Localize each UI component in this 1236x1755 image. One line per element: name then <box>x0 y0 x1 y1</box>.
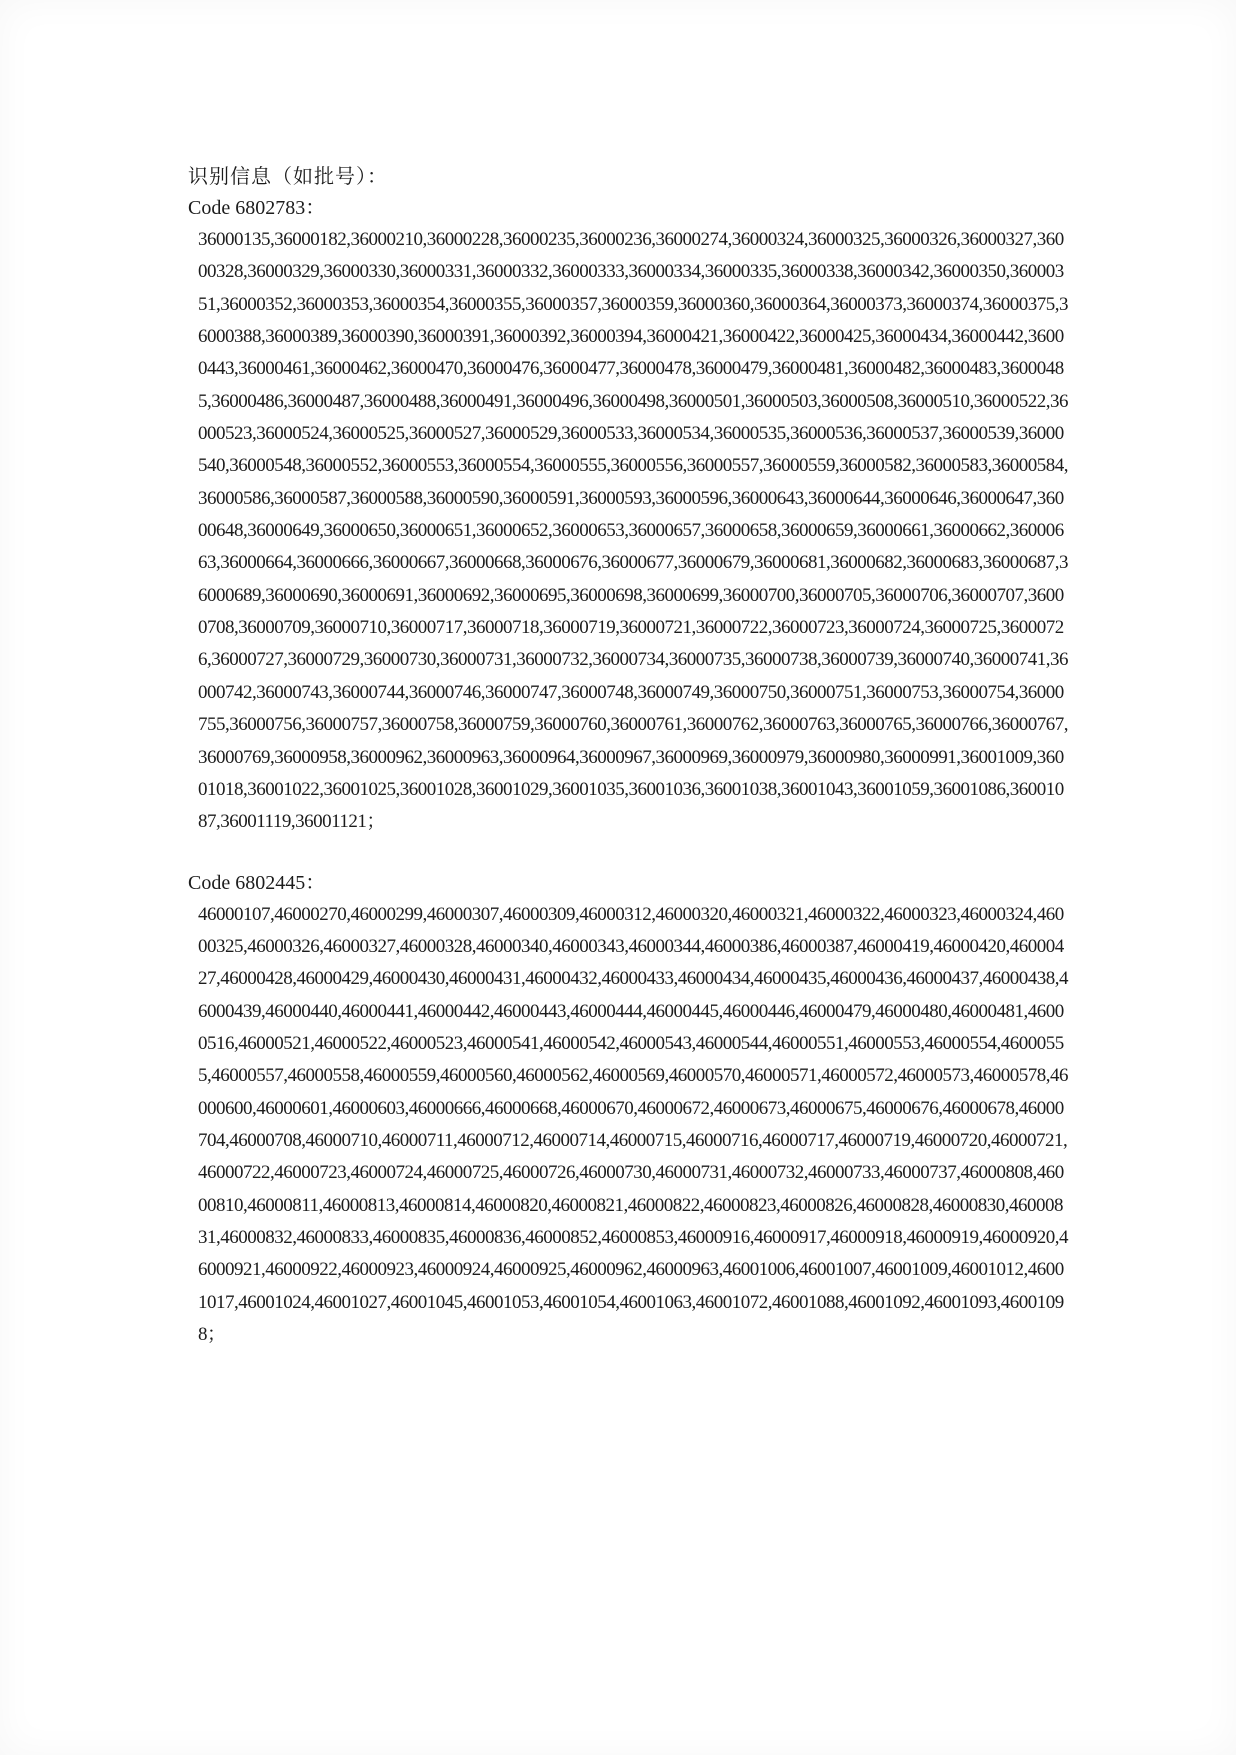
identification-heading: 识别信息（如批号）： <box>188 164 388 188</box>
batch-number-list: 46000107,46000270,46000299,46000307,46000309,46000312,46000320,46000321,46000322,46000323,46000324,46000325,46000326,46000327,46000328,46000340,46000343,46000344,46000386,46000387,46000419,46000420,46000427,46000428,46000429,46000430,46000431,46000432,46000433,46000434,46000435,46000436,46000437,46000438,46000439,46000440,46000441,46000442,46000443,46000444,46000445,46000446,46000479,46000480,46000481,46000516,46000521,46000522,46000523,46000541,46000542,46000543,46000544,46000551,46000553,46000554,46000555,46000557,46000558,46000559,46000560,46000562,46000569,46000570,46000571,46000572,46000573,46000578,46000600,46000601,46000603,46000666,46000668,46000670,46000672,46000673,46000675,46000676,46000678,46000704,46000708,46000710,46000711,46000712,46000714,46000715,46000716,46000717,46000719,46000720,46000721,46000722,46000723,46000724,46000725,46000726,46000730,46000731,46000732,46000733,46000737,46000808,46000810,46000811,46000813,46000814,46000820,46000821,46000822,46000823,46000826,46000828,46000830,46000831,46000832,46000833,46000835,46000836,46000852,46000853,46000916,46000917,46000918,46000919,46000920,46000921,46000922,46000923,46000924,46000925,46000962,46000963,46001006,46001007,46001009,46001012,46001017,46001024,46001027,46001045,46001053,46001054,46001063,46001072,46001088,46001092,46001093,46001098； <box>198 903 1068 1345</box>
section-spacer <box>188 839 1068 867</box>
code-section <box>188 867 1068 1352</box>
code-section <box>188 192 1068 839</box>
batch-number-list: 36000135,36000182,36000210,36000228,36000235,36000236,36000274,36000324,36000325,36000326,36000327,36000328,36000329,36000330,36000331,36000332,36000333,36000334,36000335,36000338,36000342,36000350,36000351,36000352,36000353,36000354,36000355,36000357,36000359,36000360,36000364,36000373,36000374,36000375,36000388,36000389,36000390,36000391,36000392,36000394,36000421,36000422,36000425,36000434,36000442,36000443,36000461,36000462,36000470,36000476,36000477,36000478,36000479,36000481,36000482,36000483,36000485,36000486,36000487,36000488,36000491,36000496,36000498,36000501,36000503,36000508,36000510,36000522,36000523,36000524,36000525,36000527,36000529,36000533,36000534,36000535,36000536,36000537,36000539,36000540,36000548,36000552,36000553,36000554,36000555,36000556,36000557,36000559,36000582,36000583,36000584,36000586,36000587,36000588,36000590,36000591,36000593,36000596,36000643,36000644,36000646,36000647,36000648,36000649,36000650,36000651,36000652,36000653,36000657,36000658,36000659,36000661,36000662,36000663,36000664,36000666,36000667,36000668,36000676,36000677,36000679,36000681,36000682,36000683,36000687,36000689,36000690,36000691,36000692,36000695,36000698,36000699,36000700,36000705,36000706,36000707,36000708,36000709,36000710,36000717,36000718,36000719,36000721,36000722,36000723,36000724,36000725,36000726,36000727,36000729,36000730,36000731,36000732,36000734,36000735,36000738,36000739,36000740,36000741,36000742,36000743,36000744,36000746,36000747,36000748,36000749,36000750,36000751,36000753,36000754,36000755,36000756,36000757,36000758,36000759,36000760,36000761,36000762,36000763,36000765,36000766,36000767,36000769,36000958,36000962,36000963,36000964,36000967,36000969,36000979,36000980,36000991,36001009,36001018,36001022,36001025,36001028,36001029,36001035,36001036,36001038,36001043,36001059,36001086,36001087,36001119,36001121； <box>198 229 1068 833</box>
code-label: Code 6802783： <box>188 197 326 219</box>
document-body <box>188 160 1068 1351</box>
code-label: Code 6802445： <box>188 871 326 894</box>
